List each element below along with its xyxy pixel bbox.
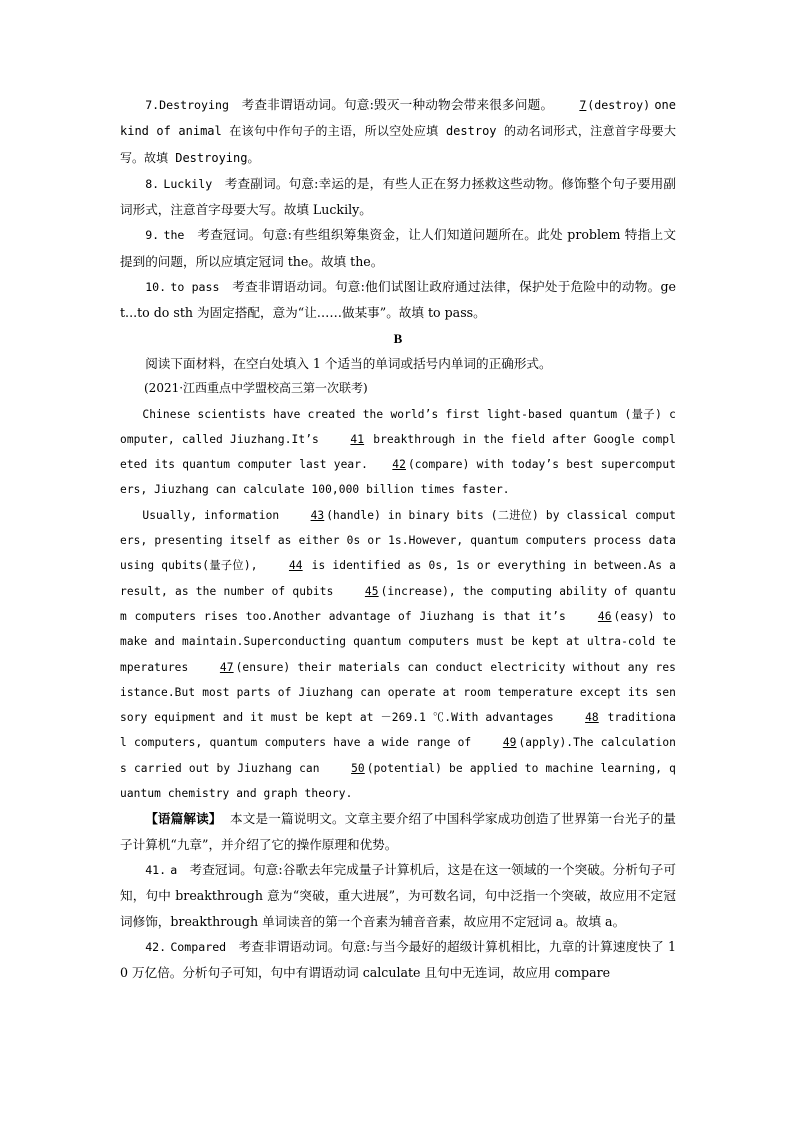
passage-text: (compare) with today’s best supercomputers, Jiuzhang can calculate 100,000 billion times faster.	[120, 458, 676, 497]
answer-explanation-cont: one kind of animal 在该句中作句子的主语，所以空处应填 destroy 的动名词形式，注意首字母要大写。故填 Destroying。	[120, 98, 676, 165]
blank-49: 49	[502, 736, 517, 750]
question-source: (2021·江西重点中学盟校高三第一次联考)	[144, 381, 368, 396]
blank-50: 50	[351, 761, 365, 775]
answer-number: 9.	[145, 228, 160, 243]
answer-8	[120, 171, 676, 223]
analysis-text: 本文是一篇说明文。文章主要介绍了中国科学家成功创造了世界第一台光子的量子计算机“九章”，并介绍了它的操作原理和优势。	[120, 811, 677, 852]
passage-text: (increase), the computing ability of quantum computers rises too.Another advantage of Jiuzhang is that it’s	[120, 584, 676, 623]
answer-number: 7.	[145, 98, 160, 112]
document-content	[120, 92, 676, 985]
answer-explanation: 考查副词。句意:幸运的是，有些人正在努力拯救这些动物。修饰整个句子要用副词形式，注意首字母要大写。故填 Luckily。	[120, 175, 676, 218]
passage-text: (apply).The calculations carried out by Jiuzhang can	[120, 736, 677, 775]
section-heading: B	[393, 330, 403, 346]
analysis-label: 【语篇解读】	[145, 811, 222, 827]
passage-text: (potential) be applied to machine learning, quantum chemistry and graph theory.	[120, 761, 676, 801]
passage-paragraph-1	[120, 402, 676, 503]
answer-word: a	[170, 862, 178, 877]
blank-45: 45	[364, 584, 379, 598]
answer-number: 41.	[145, 862, 167, 877]
blank-46: 46	[597, 609, 612, 623]
passage-text: (handle) in binary bits (二进位) by classical computers, presenting itself as either 0s or 1s.However, quantum computers process data using qubits(量子位),	[120, 508, 677, 573]
passage-paragraph-2	[120, 503, 676, 807]
answer-word: Compared	[170, 939, 227, 954]
answer-word: the	[163, 228, 185, 243]
blank-47: 47	[219, 660, 234, 674]
answer-41	[120, 857, 676, 934]
blank-7: 7	[579, 98, 587, 112]
answer-explanation: 考查冠词。句意:有些组织筹集资金，让人们知道问题所在。此处 problem 特指上文提到的问题，所以应填定冠词 the。故填 the。	[120, 227, 676, 269]
discourse-analysis	[120, 806, 676, 857]
blank-41: 41	[350, 432, 365, 446]
blank-hint: (destroy)	[587, 98, 651, 112]
answer-explanation: 考查冠词。句意:谷歌去年完成量子计算机后，这是在这一领域的一个突破。分析句子可知，句中 breakthrough 意为“突破，重大进展”，为可数名词，句中泛指一个突破，故应用不定冠词修饰，breakthrough 单词读音的第一个音素为辅音音素，故应用不定冠词 a。故填 a。	[120, 861, 676, 929]
passage-text: (ensure) their materials can conduct electricity without any resistance.But most parts of Jiuzhang can operate at room temperature except its sensory equipment and it must be kept at －269.1 ℃.With advantages	[120, 660, 676, 725]
section-instruction: 阅读下面材料，在空白处填入 1 个适当的单词或括号内单词的正确形式。	[145, 355, 552, 371]
answer-7	[120, 92, 676, 171]
passage-text: (easy) to make and maintain.Superconducting quantum computers must be kept at ultra-cold temperatures	[120, 609, 676, 674]
answer-9	[120, 222, 676, 274]
passage-text: breakthrough in the field after Google completed its quantum computer last year.	[120, 432, 676, 472]
blank-48: 48	[585, 711, 599, 725]
answer-word: to pass	[170, 280, 220, 295]
blank-42: 42	[392, 458, 406, 472]
passage-text: Chinese scientists have created the world’s first light-based quantum (量子) computer, called Jiuzhang.It’s	[120, 407, 676, 446]
blank-43: 43	[310, 508, 325, 522]
passage-text: is identified as 0s, 1s or everything in between.As a result, as the number of qubits	[120, 559, 676, 598]
answer-explanation: 考查非谓语动词。句意:他们试图让政府通过法律，保护处于危险中的动物。get...to do sth 为固定搭配，意为“让……做某事”。故填 to pass。	[120, 279, 676, 321]
answer-42	[120, 934, 676, 986]
passage-text: traditional computers, quantum computers have a wide range of	[120, 711, 676, 750]
blank-44: 44	[288, 559, 303, 573]
answer-word: Destroying	[159, 98, 229, 112]
answer-explanation: 考查非谓语动词。句意:与当今最好的超级计算机相比，九章的计算速度快了 10 万亿倍。分析句子可知，句中有谓语动词 calculate 且句中无连词，故应用 compare	[120, 938, 676, 981]
answer-word: Luckily	[163, 176, 213, 191]
answer-10	[120, 274, 676, 326]
answer-explanation: 考查非谓语动词。句意:毁灭一种动物会带来很多问题。	[241, 97, 554, 112]
passage-text: Usually, information	[142, 508, 287, 522]
answer-number: 42.	[145, 939, 167, 954]
answer-number: 10.	[145, 280, 167, 295]
answer-number: 8.	[145, 176, 160, 191]
